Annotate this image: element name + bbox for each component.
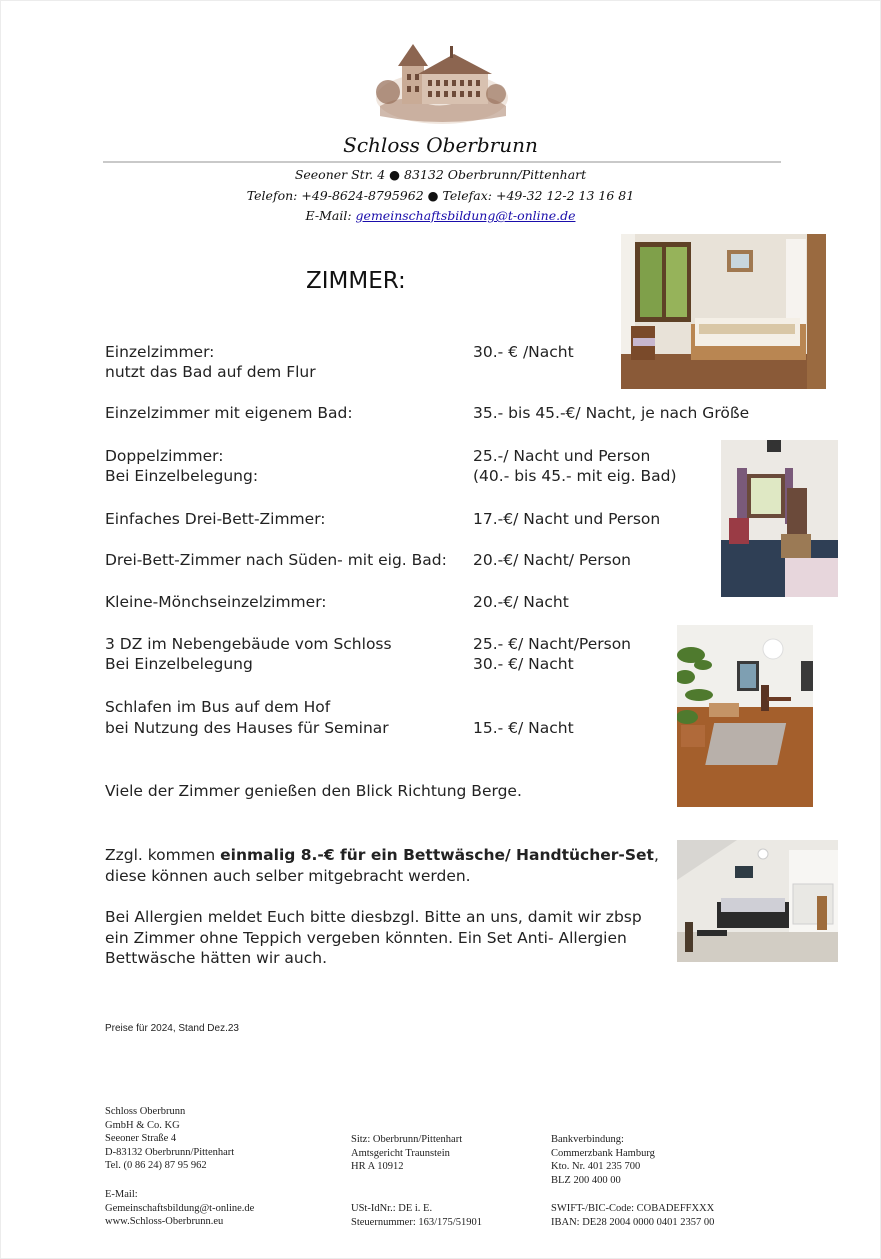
footer-website[interactable]: www.Schloss-Oberbrunn.eu [105,1216,224,1228]
room-label: Einzelzimmer: [105,343,215,361]
footer-line: Schloss Oberbrunn [105,1106,186,1117]
footer-line: D-83132 Oberbrunn/Pittenhart [105,1146,235,1158]
allergy-note-line2: ein Zimmer ohne Teppich vergeben könnten. Ein Set Anti- Allergien [105,929,627,947]
footer-line: Kto. Nr. 401 235 700 [551,1161,641,1173]
footer-line: E-Mail: [105,1189,138,1200]
company-title: Schloss Oberbrunn [343,133,538,157]
linen-note-pre: Zzgl. kommen [105,846,221,864]
room-price: 25.-/ Nacht und Person [473,447,651,465]
room-label: Kleine-Mönchseinzelzimmer: [105,593,327,611]
room-price: 17.-€/ Nacht und Person [473,510,661,528]
castle-logo [372,36,512,132]
footer-line: SWIFT-/BIC-Code: COBADEFFXXX [551,1203,715,1214]
footer-line: HR A 10912 [351,1161,404,1173]
footer-tax [351,1202,482,1229]
allergy-note-line1: Bei Allergien meldet Euch bitte diesbzgl. Bitte an uns, damit wir zbsp [105,908,642,926]
footer-register [351,1133,462,1174]
room-label: Schlafen im Bus auf dem Hof [105,698,331,716]
email-line [0,208,881,223]
room-price: 15.- €/ Nacht [473,719,574,737]
room-price-detail: 30.- €/ Nacht [473,655,574,673]
footer-line: Seeoner Straße 4 [105,1133,177,1145]
footer-line: Sitz: Oberbrunn/Pittenhart [351,1134,463,1145]
room-label-detail: bei Nutzung des Hauses für Seminar [105,719,389,737]
room-label: Doppelzimmer: [105,447,224,465]
room-price: 25.- €/ Nacht/Person [473,635,632,653]
rooms-heading: ZIMMER: [306,268,406,294]
footer-line: GmbH & Co. KG [105,1119,180,1131]
phone-line: Telefon: +49-8624-8795962 ● Telefax: +49-32 12-2 13 16 81 [246,188,635,203]
footer-line: BLZ 200 400 00 [551,1174,621,1186]
room-label: 3 DZ im Nebengebäude vom Schloss [105,635,392,653]
email-label: E-Mail: [305,208,356,223]
double-room-photo [721,440,838,597]
footer-line: USt-IdNr.: DE i. E. [351,1203,433,1214]
bright-room-photo [677,840,838,962]
room-label-detail: nutzt das Bad auf dem Flur [105,363,316,381]
room-price: 35.- bis 45.-€/ Nacht, je nach Größe [473,404,750,422]
email-link[interactable]: gemeinschaftsbildung@t-online.de [355,208,576,223]
linen-note-line2: diese können auch selber mitgebracht werden. [105,867,471,885]
allergy-note-line3: Bettwäsche hätten wir auch. [105,949,328,967]
room-label: Drei-Bett-Zimmer nach Süden- mit eig. Bad: [105,551,447,569]
footer-contact [105,1188,254,1229]
linen-note [105,845,659,866]
view-note: Viele der Zimmer genießen den Blick Richtung Berge. [105,782,522,800]
footer-line: Bankverbindung: [551,1134,624,1145]
footer-email[interactable]: Gemeinschaftsbildung@t-online.de [105,1202,255,1214]
footer-line: Steuernummer: 163/175/51901 [351,1216,482,1228]
room-label: Einfaches Drei-Bett-Zimmer: [105,510,326,528]
footer-line: Tel. (0 86 24) 87 95 962 [105,1160,207,1172]
footer-swift [551,1202,714,1229]
footer-line: Commerzbank Hamburg [551,1147,655,1159]
address-line: Seeoner Str. 4 ● 83132 Oberbrunn/Pittenhart [294,167,587,182]
room-price: 20.-€/ Nacht/ Person [473,551,632,569]
room-price: 30.- € /Nacht [473,343,574,361]
room-label-detail: Bei Einzelbelegung [105,655,253,673]
room-price-detail: (40.- bis 45.- mit eig. Bad) [473,467,677,485]
single-room-photo [621,234,826,389]
footer-company [105,1105,234,1173]
footer-line: IBAN: DE28 2004 0000 0401 2357 00 [551,1216,715,1228]
room-label: Einzelzimmer mit eigenem Bad: [105,404,353,422]
footer-bank [551,1133,655,1187]
room-price: 20.-€/ Nacht [473,593,569,611]
linen-note-post: , [653,846,659,864]
header-divider [103,161,781,163]
room-label-detail: Bei Einzelbelegung: [105,467,259,485]
prices-note: Preise für 2024, Stand Dez.23 [105,1023,239,1034]
annex-room-photo [677,625,813,807]
footer-line: Amtsgericht Traunstein [351,1147,450,1159]
linen-note-bold: einmalig 8.-€ für ein Bettwäsche/ Handtücher-Set [220,846,654,864]
